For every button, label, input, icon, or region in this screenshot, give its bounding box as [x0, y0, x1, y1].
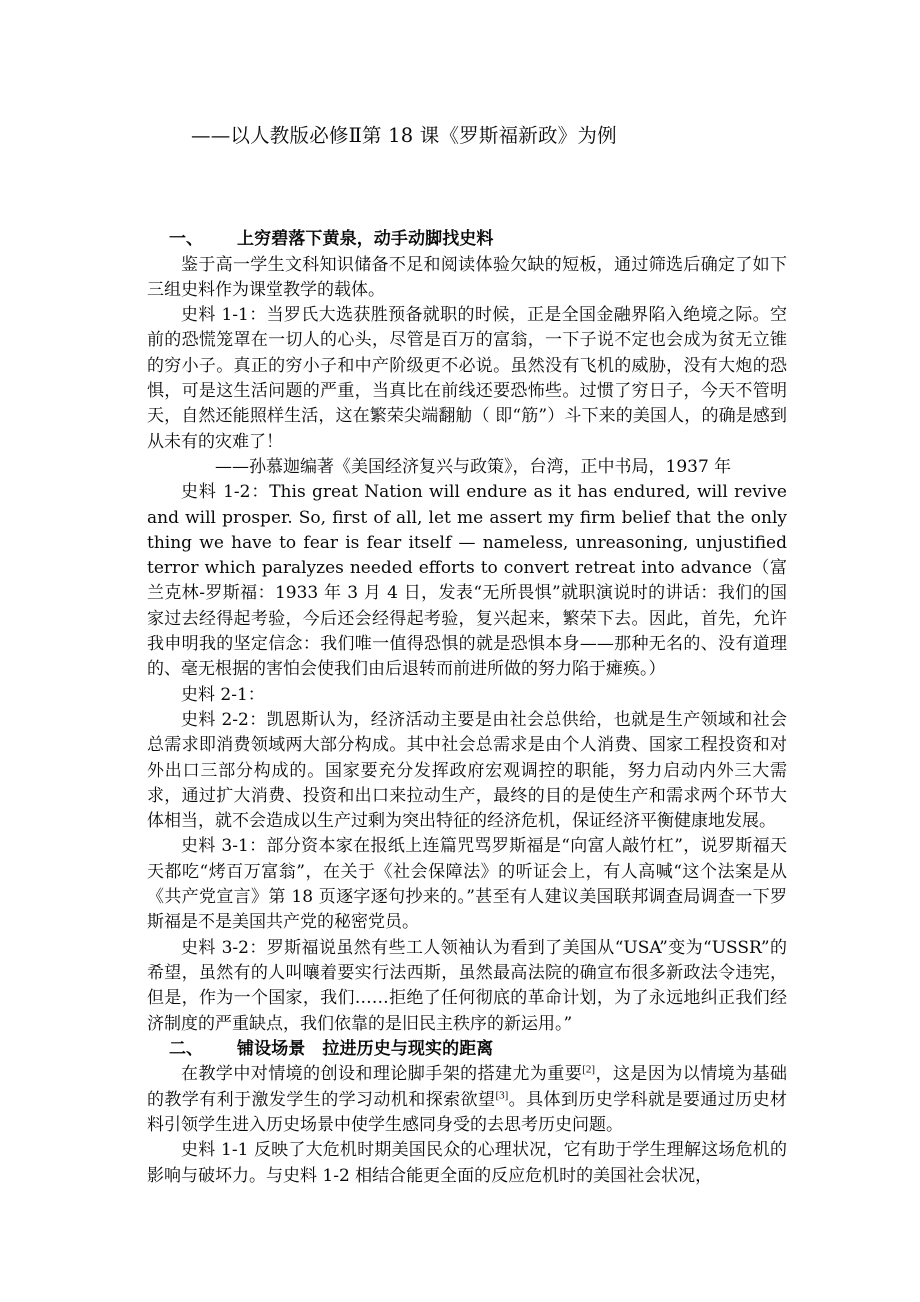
section-one-label: 上穷碧落下黄泉，动手动脚找史料 — [237, 229, 494, 249]
page-content — [147, 0, 787, 1189]
section-two-label-part1: 铺设场景 — [237, 1038, 306, 1059]
context-theory-run-3: 。具体到历史学科就是要通过历史材料引领学生进入历史场景中使学生感同身受的去思考历史问题。 — [147, 1089, 788, 1135]
paragraph-source-2-1: 史料 2-1： — [181, 684, 265, 705]
context-theory-run-2: ，这是因为以情境为基础的教学有利于激发学生的学习动机和探索欲望 — [147, 1064, 788, 1110]
citation-ref-3: [3] — [495, 1089, 509, 1102]
paragraph-intro: 鉴于高一学生文科知识储备不足和阅读体验欠缺的短板，通过筛选后确定了如下三组史料作为课堂教学的载体。 — [147, 254, 787, 300]
citation-ref-2: [2] — [582, 1063, 596, 1076]
section-heading-two — [147, 1037, 787, 1063]
title-spacer — [147, 151, 787, 227]
paragraph-source-3-1: 史料 3-1：部分资本家在报纸上连篇咒骂罗斯福是“向富人敲竹杠”，说罗斯福天天都吃“烤百万富翁”，在关于《社会保障法》的听证会上，有人高喊“这个法案是从《共产党宣言》第 18 页逐字逐句抄来的。”甚至有人建议美国联邦调查局调查一下罗斯福是不是美国共产党的秘密党员。 — [147, 836, 787, 933]
paragraph-source-1-1: 史料 1-1：当罗氏大选获胜预备就职的时候，正是全国金融界陷入绝境之际。空前的恐慌笼罩在一切人的心头，尽管是百万的富翁，一下子说不定也会成为贫无立锥的穷小子。真正的穷小子和中产阶级更不必说。虽然没有飞机的威胁，没有大炮的恐惧，可是这生活问题的严重，当真比在前线还要恐怖些。过惯了穷日子，今天不管明天，自然还能照样生活，这在繁荣尖端翻觔（ 即“筋”）斗下来的美国人，的确是感到从未有的灾难了！ — [147, 305, 787, 452]
paragraph-analysis-1-1: 史料 1-1 反映了大危机时期美国民众的心理状况，它有助于学生理解这场危机的影响与破坏力。与史料 1-2 相结合能更全面的反应危机时的美国社会状况， — [147, 1140, 787, 1186]
page-title: ——以人教版必修Ⅱ第 18 课《罗斯福新政》为例 — [191, 124, 617, 147]
paragraph-source-1-2: 史料 1-2：This great Nation will endure as it has endured, will revive and will prosper. So, first of all, let me assert my firm belief that the only thing we have to fear is fear itself — nameless, unreasoning, unjustified terror which paralyzes needed efforts to convert retreat into advance（富兰克林-罗斯福：1933 年 3 月 4 日，发表“无所畏惧”就职演说时的讲话：我们的国家过去经得起考验，今后还会经得起考验，复兴起来，繁荣下去。因此，首先，允许我申明我的坚定信念：我们唯一值得恐惧的就是恐惧本身——那种无名的、没有道理的、毫无根据的害怕会使我们由后退转而前进所做的努力陷于瘫痪。） — [147, 482, 787, 680]
section-heading-one — [147, 227, 787, 253]
section-two-label-part2: 拉进历史与现实的距离 — [322, 1038, 494, 1059]
paragraph-source-3-2: 史料 3-2：罗斯福说虽然有些工人领袖认为看到了美国从“USA”变为“USSR”的希望，虽然有的人叫嚷着要实行法西斯，虽然最高法院的确宣布很多新政法令违宪，但是，作为一个国家，我们……拒绝了任何彻底的革命计划，为了永远地纠正我们经济制度的严重缺点，我们依靠的是旧民主秩序的新运用。” — [147, 937, 787, 1034]
section-two-number: 二、 — [169, 1038, 203, 1059]
context-theory-run-1: 在教学中对情境的创设和理论脚手架的搭建尤为重要 — [181, 1064, 583, 1085]
paragraph-citation-1-1: ——孙慕迦编著《美国经济复兴与政策》，台湾，正中书局，1937 年 — [215, 456, 732, 477]
section-one-number: 一、 — [169, 229, 203, 249]
paragraph-context-theory — [147, 1062, 787, 1138]
paragraph-source-2-2: 史料 2-2：凯恩斯认为，经济活动主要是由社会总供给，也就是生产领域和社会总需求即消费领域两大部分构成。其中社会总需求是由个人消费、国家工程投资和对外出口三部分构成的。国家要充分发挥政府宏观调控的职能，努力启动内外三大需求，通过扩大消费、投资和出口来拉动生产，最终的目的是使生产和需求两个环节大体相当，就不会造成以生产过剩为突出特征的经济危机，保证经济平衡健康地发展。 — [147, 709, 787, 832]
